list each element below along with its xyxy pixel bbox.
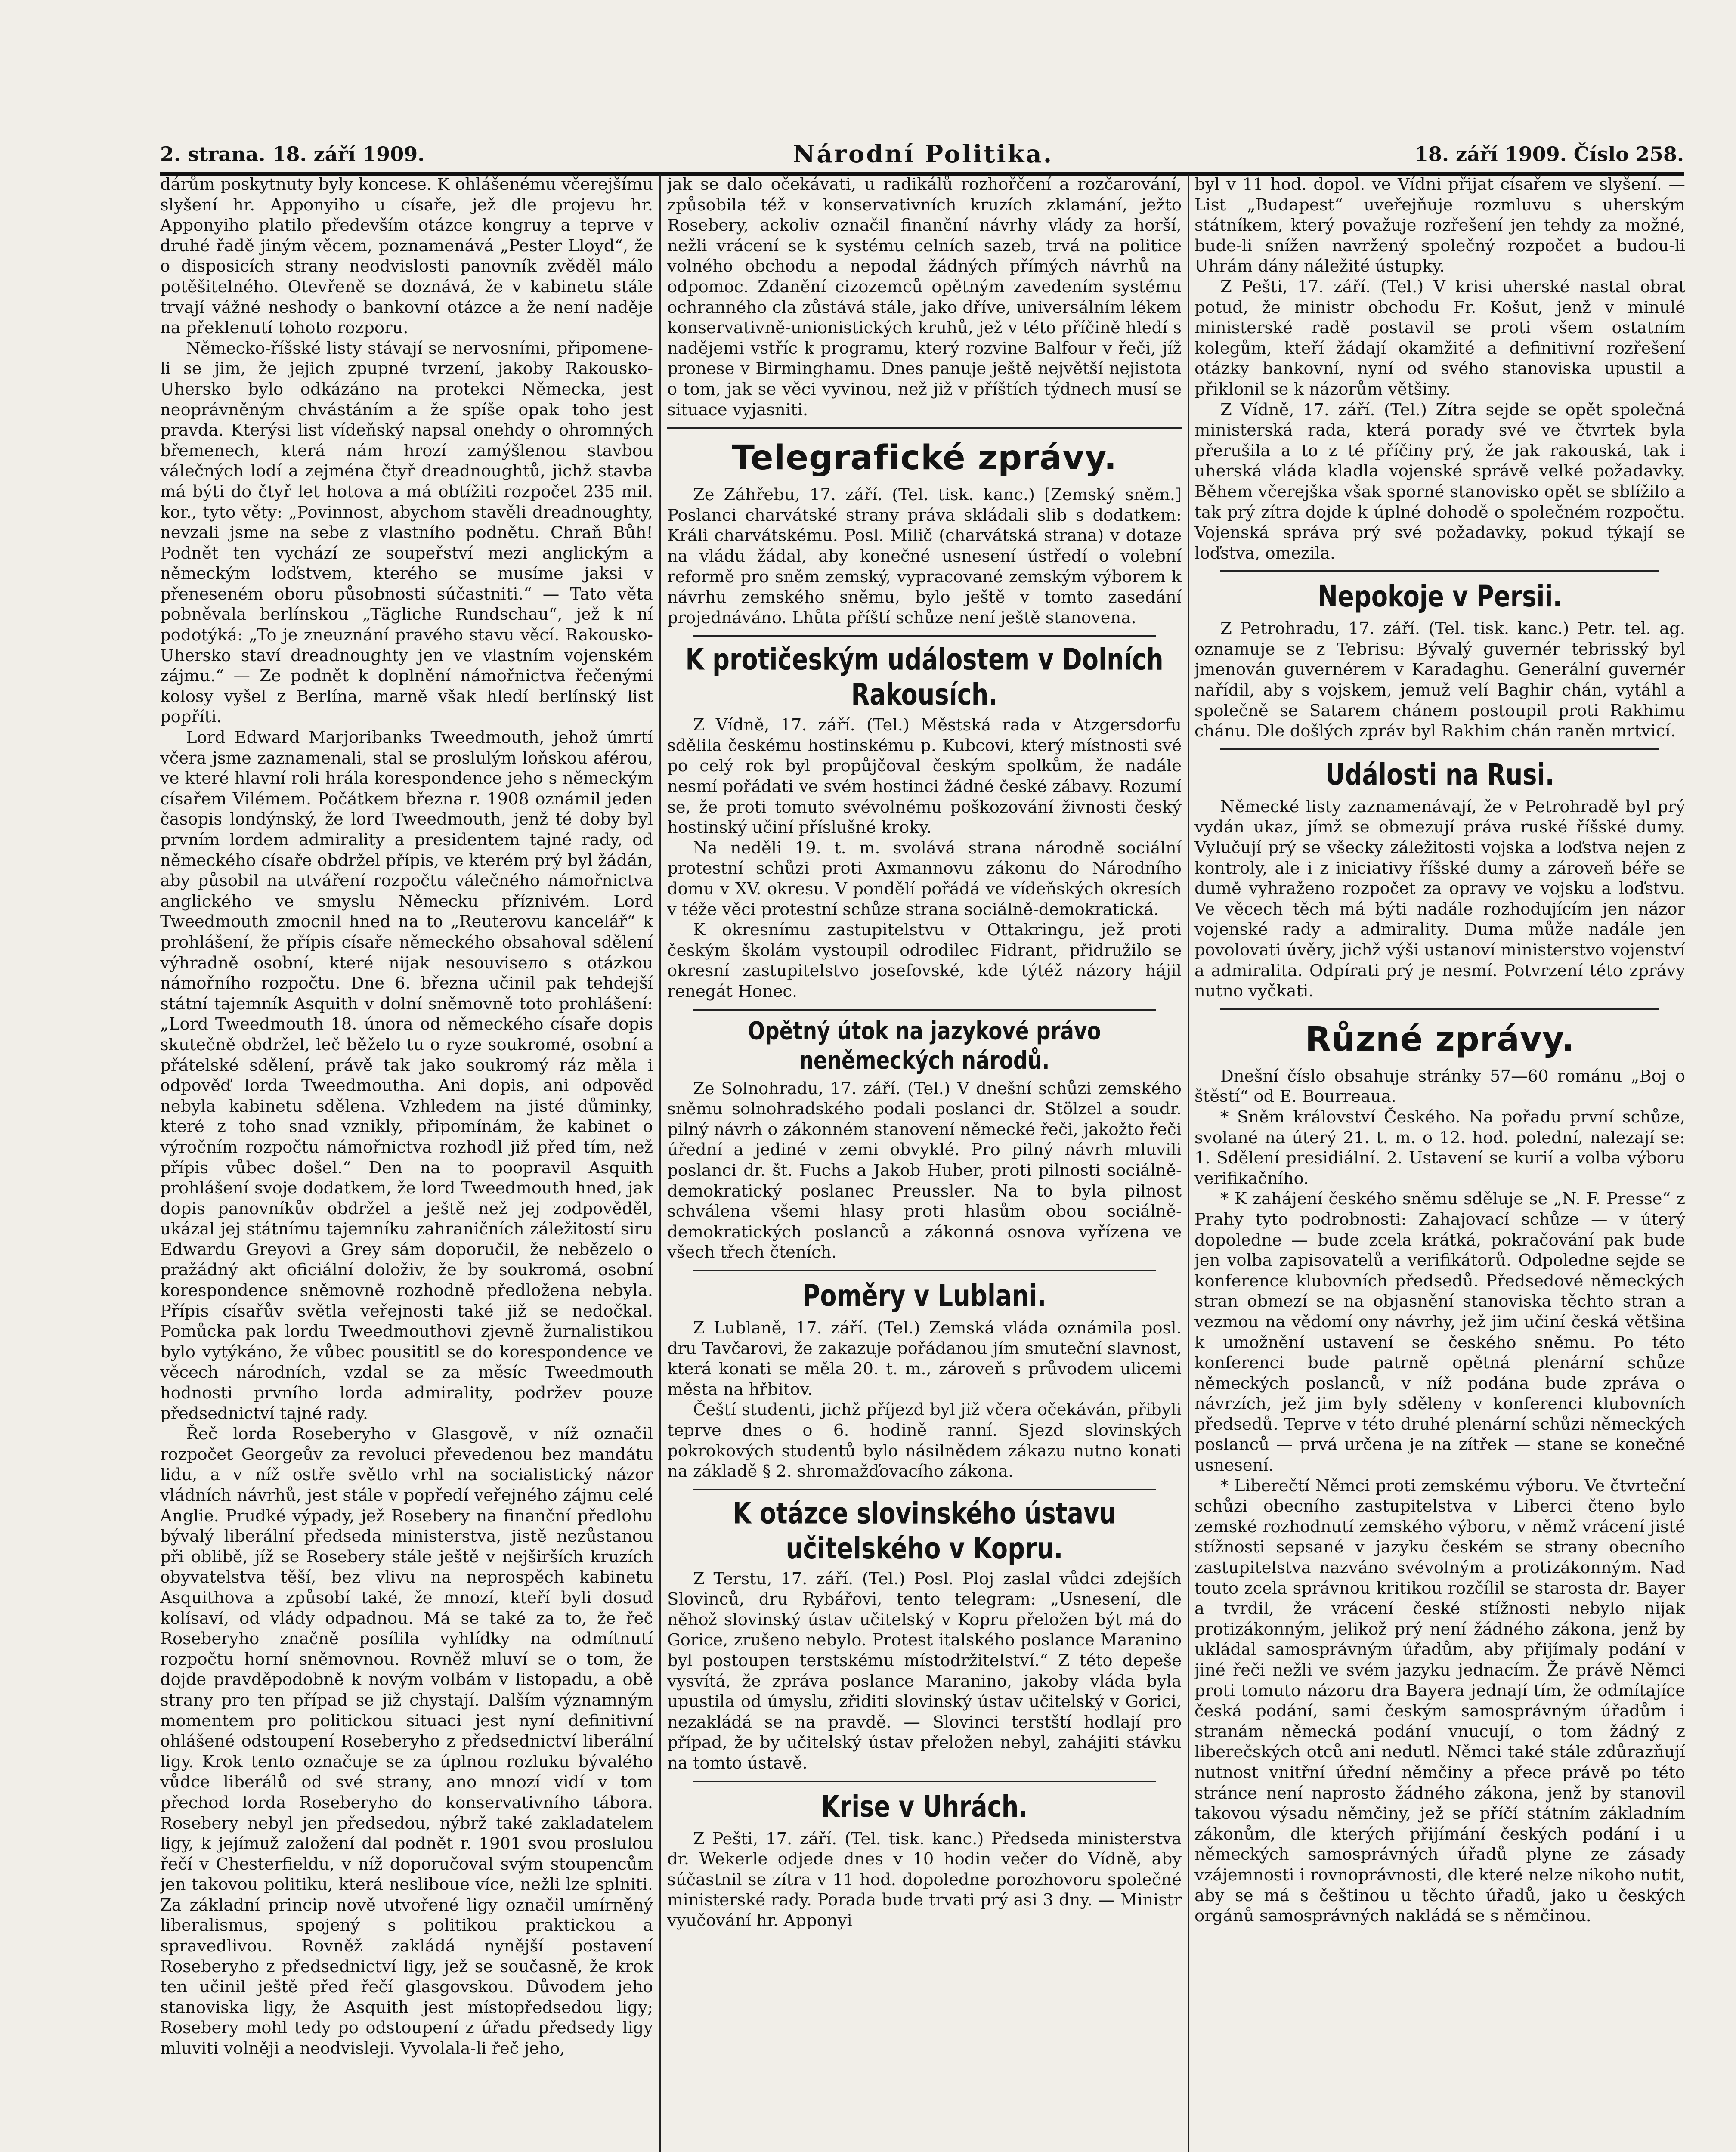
article-paragraph: Německo-říšské listy stávají se nervosními, připomene-li se jim, že jejich zpupné tvrzení, jakoby Rakousko-Uhersko bylo odkázáno na protekci Německa, jest neoprávněným chvástáním a že spíše opak toho jest pravda. Kterýsi list vídeňský napsal onehdy o ohromných břemenech, která nám hrozí zamýšlenou stavbou válečných lodí a zejména čtyř dreadnoughtů, jichž stavba má býti do čtyř let hotova a má obtížiti rozpočet 235 mil. kor., tyto věty: „Povinnost, abychom stavěli dreadnoughty, nevzali jsme na sebe z vlastního podnětu. Chraň Bůh! Podnět ten vychází ze soupeřství mezi anglickým a německým loďstvem, kterého se musíme jaksi v přeneseném oboru působnosti súčastniti.“ — Tato věta pobněvala berlínskou „Tägliche Rundschau“, jež k ní podotýká: „To je zneuznání pravého stavu věcí. Rakousko-Uhersko staví dreadnoughty jen ve vlastním vojenském zájmu.“ — Ze podnět k doplnění námořnictva řečenými kolosy vyšel z Berlína, marně však hledí berlínský list popříti. bbox=[160, 338, 653, 727]
section-heading-dolni-rakousy: K protičeským událostem v Dolních Rakousích. bbox=[685, 642, 1164, 712]
article-paragraph: Ze Solnohradu, 17. září. (Tel.) V dnešní schůzi zemského sněmu solnohradského podali poslanci dr. Stölzel a soudr. pilný návrh o zákonném stanovení německé řeči, jakožto řeči úřední a jediné v zemi obvyklé. Pro pilný návrh mluvili poslanci dr. št. Fuchs a Jakob Huber, proti pilnosti sociálně-demokratický poslanec Preussler. Na to byla pilnost schválena všemi hlasy proti hlasům obou sociálně-demokratických poslanců a zákonná osnova vyřízena ve všech třech čteních. bbox=[667, 1079, 1182, 1262]
article-paragraph: Čeští studenti, jichž příjezd byl již včera očekáván, přibyli teprve dnes o 6. hodině ranní. Sjezd slovinských pokrokových studentů bylo násilnědem zákazu nutno konati na základě § 2. shromažďovacího zákona. bbox=[667, 1400, 1182, 1481]
column-3 bbox=[1194, 174, 1685, 2152]
section-rule bbox=[693, 1781, 1156, 1782]
section-rule bbox=[693, 1489, 1156, 1490]
article-paragraph: Z Pešti, 17. září. (Tel. tisk. kanc.) Předseda ministerstva dr. Wekerle odjede dnes v 10 hodin večer do Vídně, aby súčastnil se zítra v 11 hod. dopoledne porozhovoru společné ministerské rady. Porada bude trvati prý asi 3 dny. — Ministr vyučování hr. Apponyi bbox=[667, 1829, 1182, 1930]
page-header bbox=[160, 137, 1684, 171]
article-paragraph: * K zahájení českého sněmu sděluje se „N. F. Presse“ z Prahy tyto podrobnosti: Zahajovací schůze — v úterý dopoledne — bude zcela krátká, pokračování pak bude jen volba zapisovatelů a verifikátorů. Odpoledne sejde se konference klubovních předsedů. Předsedové německých stran obmezí se na objasnění stanoviska těchto stran a vezmou na vědomí ony návrhy, jež jim učiní česká většina k umožnění ustavení se českého sněmu. Po této konferenci bude patrně opětná plenární schůze německých poslanců, v níž podána bude zpráva o návrzích, jež jim byly sděleny v konferenci klubovních předsedů. Teprve v této druhé plenární schůzi německých poslanců — prvá určena je na zítřek — stane se konečné usnesení. bbox=[1194, 1189, 1685, 1475]
article-paragraph: K okresnímu zastupitelstvu v Ottakringu, jež proti českým školám vystoupil odrodilec Fidrant, přidružilo se okresní zastupitelstvo josefovské, kde týtéž názory hájil renegát Honec. bbox=[667, 920, 1182, 1001]
section-heading-kopr: K otázce slovinského ústavu učitelského v Kopru. bbox=[732, 1496, 1117, 1565]
header-page-date: 2. strana. 18. září 1909. bbox=[160, 142, 425, 166]
header-issue: 18. září 1909. Číslo 258. bbox=[1414, 142, 1684, 166]
article-paragraph: byl v 11 hod. dopol. ve Vídni přijat císařem ve slyšení. — List „Budapest“ uveřejňuje rozmluvu s uherským státníkem, který považuje rozřešení jen tehdy za možné, bude-li snížen navržený společný rozpočet a budou-li Uhrám dány náležité ústupky. bbox=[1194, 175, 1685, 276]
section-heading-telegrafy: Telegrafické zprávy. bbox=[731, 439, 1117, 478]
section-heading-ruzne: Různé zprávy. bbox=[1305, 1020, 1575, 1059]
column-rule-1 bbox=[659, 174, 661, 2152]
section-heading-jazykove-pravo: Opětný útok na jazykové právo neněmeckých národů. bbox=[748, 1017, 1101, 1075]
article-paragraph: * Liberečtí Němci proti zemskému výboru. Ve čtvrteční schůzi obecního zastupitelstva v Liberci čteno bylo zemské rozhodnutí zemského výboru, v němž vrácení jisté stížnosti sepsané v jazyku českém se strany obecního zastupitelstva nazváno svévolným a protizákonným. Nad touto zcela správnou kritikou rozčílil se starosta dr. Bayer a tvrdil, že vrácení české stížnosti nebylo nijak protizákonným, jelikož prý není žádného zákona, jenž by ukládal samosprávným úřadům, aby přijímaly podání v jiné řeči nežli ve svém jazyku jednacím. Že právě Němci proti tomuto názoru dra Bayera jednají tím, že odmítajíce česká podání, sami českým samosprávným úřadům i stranám německá podání vnucují, o tom žádný z liberečských otců ani nedutl. Němci také stále zdůrazňují nutnost vnitřní úřední němčiny a přece právě po této stránce není naprosto žádného zákona, jenž by stanovil takovou výsadu němčiny, jež se příčí státním základním zákonům, dle kterých přijímání českých podání i u německých samosprávných úřadů plyne ze zásady vzájemnosti i rovnoprávnosti, dle které nelze nikoho nutit, aby se má s češtinou u těchto úřadů, jako u českých orgánů samosprávných nakládá se s němčinou. bbox=[1194, 1476, 1685, 1926]
header-masthead: Národní Politika. bbox=[793, 140, 1054, 168]
article-paragraph: jak se dalo očekávati, u radikálů rozhořčení a rozčarování, způsobila též v konservativních kruzích zklamání, ježto Rosebery, ackoliv označil finanční návrhy vlády za horší, nežli vrácení se k systému celních sazeb, trvá na politice volného obchodu a nepodal žádných přímých návrhů na odpomoc. Zdanění cizozemců opětným zavedením systému ochranného cla zůstává stále, jako dříve, universálním lékem konservativně-unionistických kruhů, jež v této příčině hledí s nadějemi vstříc k programu, který rozvine Balfour v řeči, jíž pronese v Birminghamu. Dnes panuje ještě největší nejistota o tom, jak se věci vyvinou, než již v příštích týdnech musí se situace vyjasniti. bbox=[667, 175, 1182, 420]
article-paragraph: Lord Edward Marjoribanks Tweedmouth, jehož úmrtí včera jsme zaznamenali, stal se proslulým loňskou aférou, ve které hlavní roli hrála korespondence jeho s německým císařem Vilémem. Počátkem března r. 1908 oznámil jeden časopis londýnský, že lord Tweedmouth, jenž té doby byl prvním lordem admirality a presidentem tajné rady, od německého císaře obdržel přípis, ve kterém prý byl žádán, aby působil na utváření rozpočtu válečného námořnictva anglického ve smyslu Německu příznivém. Lord Tweedmouth zmocnil hned na to „Reuterovu kancelář“ k prohlášení, že přípis císaře německého obsahoval sdělení výhradně osobní, které nijak nesouvisело s otázkou námořního rozpočtu. Dne 6. března učinil pak tehdejší státní tajemník Asquith v dolní sněmovně toto prohlášení: „Lord Tweedmouth 18. února od německého císaře dopis skutečně obdržel, leč běželo tu o ryze soukromé, osobní a přátelské sdělení, právě tak jako soukromý ráz měla i odpověď lorda Tweedmoutha. Ani dopis, ani odpověď nebyla kabinetu sdělena. Vzhledem na jisté důminky, které z toho snad vznikly, připomínám, že kabinet o výročním rozpočtu námořnictva rozhodl již před tím, než přípis vůbec došel.“ Den na to poopravil Asquith prohlášení svoje dodatkem, že lord Tweedmouth hned, jak dopis panovníkův obdržel a ještě než jej zodpověděl, ukázal jej státnímu tajemníku zahraničních záležitostí siru Edwardu Greyovi a Grey sám doporučil, že nebězelo o pražádný akt oficiální doloživ, že by soukromá, osobní korespondence sněmovně rozhodně předložena nebyla. Přípis císařův světla veřejnosti také již se nedočkal. Pomůcka pak lordu Tweedmouthovi zjevně žurnalistikou bylo vytýkáno, že vůbec pousititl se do korespondence ve věcech národních, vzdal se za měsíc Tweedmouth hodnosti prvního lorda admirality, podržev pouze předsednictví tajné rady. bbox=[160, 728, 653, 1423]
section-rule bbox=[1220, 1008, 1659, 1010]
section-rule bbox=[693, 1009, 1156, 1011]
article-paragraph: Z Petrohradu, 17. září. (Tel. tisk. kanc.) Petr. tel. ag. oznamuje se z Tebrisu: Bývalý guvernér tebrisský byl jmenován guvernérem v Karadaghu. Generální guvernér nařídil, aby s vojskem, jemuž velí Baghir chán, vytáhl a společně se Satarem chánem postoupil proti Rakhimu chánu. Dle došlých zpráv byl Rakhim chán raněn mrtvicí. bbox=[1194, 619, 1685, 741]
column-1 bbox=[160, 174, 653, 2152]
section-rule bbox=[667, 427, 1182, 429]
article-paragraph: Z Lublaně, 17. září. (Tel.) Zemská vláda oznámila posl. dru Tavčarovi, že zakazuje pořádanou jím smuteční slavnost, která konati se měla 20. t. m., zároveň s průvodem ulicemi města na hřbitov. bbox=[667, 1318, 1182, 1399]
article-paragraph: Z Vídně, 17. září. (Tel.) Zítra sejde se opět společná ministerská rada, která porady své ve čtvrtek byla přerušila a to z té příčiny prý, že jak rakouská, tak i uherská vláda kladla vojenské správě velké požadavky. Během včerejška však sporné stanovisko opět se sblížilo a tak prý zítra dojde k úplné dohodě o společném rozpočtu. Vojenská správa prý své požadavky, pokud týkají se loďstva, omezila. bbox=[1194, 400, 1685, 563]
section-heading-lublan: Poměry v Lublani. bbox=[802, 1278, 1046, 1313]
section-heading-persie: Nepokoje v Persii. bbox=[1318, 579, 1562, 614]
article-paragraph: Ze Záhřebu, 17. září. (Tel. tisk. kanc.) [Zemský sněm.] Poslanci charvátské strany práva skládali slib s dodatkem: Králi charvátskému. Posl. Milič (charvátská strana) v dotaze na vládu žádal, aby konečné usnesení ústředí o volební reformě pro sněm zemský, vypracované zemským výborem k návrhu zemského sněmu, bylo ještě v tomto zasedání projednáváno. Lhůta příští schůze není ještě stanovena. bbox=[667, 485, 1182, 628]
column-2 bbox=[667, 174, 1182, 2152]
article-paragraph: Dnešní číslo obsahuje stránky 57—60 románu „Boj o štěstí“ od E. Bourreaua. bbox=[1194, 1066, 1685, 1107]
article-paragraph: * Sněm království Českého. Na pořadu první schůze, svolané na úterý 21. t. m. o 12. hod. polední, nalezají se: 1. Sdělení presidiální. 2. Ustavení se kurií a volba výboru verifikačního. bbox=[1194, 1107, 1685, 1188]
column-rule-2 bbox=[1188, 174, 1189, 2152]
section-rule bbox=[693, 635, 1156, 637]
article-paragraph: Z Vídně, 17. září. (Tel.) Městská rada v Atzgersdorfu sdělila českému hostinskému p. Kubcovi, který místnosti své po celý rok byl propůjčoval českým spolkům, že nadále nesmí pořádati ve svém hostinci žádné české zábavy. Rozumí se, že proti tomuto svévolnému poškozování živnosti český hostinský učiní příslušné kroky. bbox=[667, 715, 1182, 838]
article-paragraph: Z Pešti, 17. září. (Tel.) V krisi uherské nastal obrat potud, že ministr obchodu Fr. Košut, jenž v minulé ministerské radě postavil se proti všem ostatním kolegům, kteří žádají okamžité a definitivní rozřešení otázky bankovní, nyní od svého stanoviska upustil a přiklonil se k názorům většiny. bbox=[1194, 277, 1685, 399]
article-paragraph: Německé listy zaznamenávají, že v Petrohradě byl prý vydán ukaz, jímž se obmezují práva ruské říšské dumy. Vylučují prý se všecky záležitosti vojska a loďstva nejen z kontroly, ale i z iniciativy říšské dumy a zároveň béře se dumě vyhraženo rozpočet za opravy ve vojsku a loďstvu. Ve věcech těch má býti nadále rozhodujícím jen názor vojenské rady a admirality. Duma může nadále jen povolovati úvěry, jichž výši ustanoví ministerstvo vojenství a admiralita. Odpírati prý je nesmí. Potvrzení této zprávy nutno vyčkati. bbox=[1194, 797, 1685, 1001]
section-rule bbox=[1220, 570, 1659, 572]
section-heading-uhry: Krise v Uhrách. bbox=[821, 1789, 1028, 1824]
article-paragraph: Na neděli 19. t. m. svolává strana národně sociální protestní schůzi proti Axmannovu zákonu do Národního domu v XV. okresu. V pondělí pořádá ve vídeňských okresích v téže věci protestní schůze strana sociálně-demokratická. bbox=[667, 838, 1182, 919]
section-rule bbox=[693, 1270, 1156, 1271]
section-rule bbox=[1220, 748, 1659, 750]
article-paragraph: Řeč lorda Roseberyho v Glasgově, v níž označil rozpočet Georgeův za revoluci převedenou bez mandátu lidu, a v níž ostře světlo vrhl na socialistický názor vládních návrhů, jest stále v popředí veřejného zájmu celé Anglie. Prudké výpady, jež Rosebery na finanční předlohu bývalý liberální předseda ministerstva, jistě nezůstanou při oblibě, jíž se Rosebery stále ještě v nejširších kruzích obyvatelstva těší, bez vlivu na neprospěch kabinetu Asquithova a způsobí také, že mnozí, kteří byli dosud kolísaví, od vlády odpadnou. Má se také za to, že řeč Roseberyho značně posílila vyhlídky na odmítnutí rozpočtu horní sněmovnou. Rovněž mluví se o tom, že dojde pravděpodobně k novým volbám v listopadu, a obě strany pro ten případ se již chystají. Dalším významným momentem pro politickou situaci jest nyní definitivní ohlášené odstoupení Roseberyho z předsednictví liberální ligy. Krok tento označuje se za úplnou rozluku bývalého vůdce liberálů od své strany, ano mnozí vidí v tom přechod lorda Roseberyho do konservativního tábora. Rosebery nebyl jen předsedou, nýbrž také zakladatelem ligy, k jejímuž založení dal podnět r. 1901 svou proslulou řečí v Chesterfieldu, v níž doporučoval svým stoupencům jen takovou politiku, která nesliboue více, nežli lze splniti. Za základní princip nově utvořené ligy označil umírněný liberalismus, spojený s politikou praktickou a spravedlivou. Rovněž zakládá nynější postavení Roseberyho z předsednictví ligy, jež se současně, že krok ten učinil ještě před řečí glasgovskou. Důvodem jeho stanoviska ligy, že Asquith jest místopředsedou ligy; Rosebery mohl tedy po odstoupení z úřadu předsedy ligy mluviti volněji a neodvisleji. Vyvolala-li řeč jeho, bbox=[160, 1424, 653, 2059]
article-paragraph: Z Terstu, 17. září. (Tel.) Posl. Ploj zaslal vůdci zdejších Slovinců, dru Rybářovi, tento telegram: „Usnesení, dle něhož slovinský ústav učitelský v Kopru přeložen být má do Gorice, zrušeno nebylo. Protest italského poslance Maranino byl postoupen terstskému místodržitelství.“ Z této depeše vysvítá, že zpráva poslance Maranino, jakoby vláda byla upustila od úmyslu, zřiditi slovinský ústav učitelský v Gorici, nezakládá se na pravdě. — Slovinci terstští hodlají pro případ, že by učitelský ústav přeložen nebyl, zahájiti stávku na tomto ústavě. bbox=[667, 1569, 1182, 1773]
section-heading-rus: Události na Rusi. bbox=[1325, 757, 1554, 792]
article-paragraph: dárům poskytnuty byly koncese. K ohlášenému včerejšímu slyšení hr. Apponyiho u císaře, jež dle projevu hr. Apponyiho platilo především otázce kongruy a teprve v druhé řadě jiným věcem, poznamenává „Pester Lloyd“, že o disposicích strany neodvislosti panovník zvěděl málo potěšitelného. Otevřeně se doznává, že v kabinetu stále trvají vážné neshody o bankovní otázce a že není naděje na překlenutí tohoto rozporu. bbox=[160, 175, 653, 338]
